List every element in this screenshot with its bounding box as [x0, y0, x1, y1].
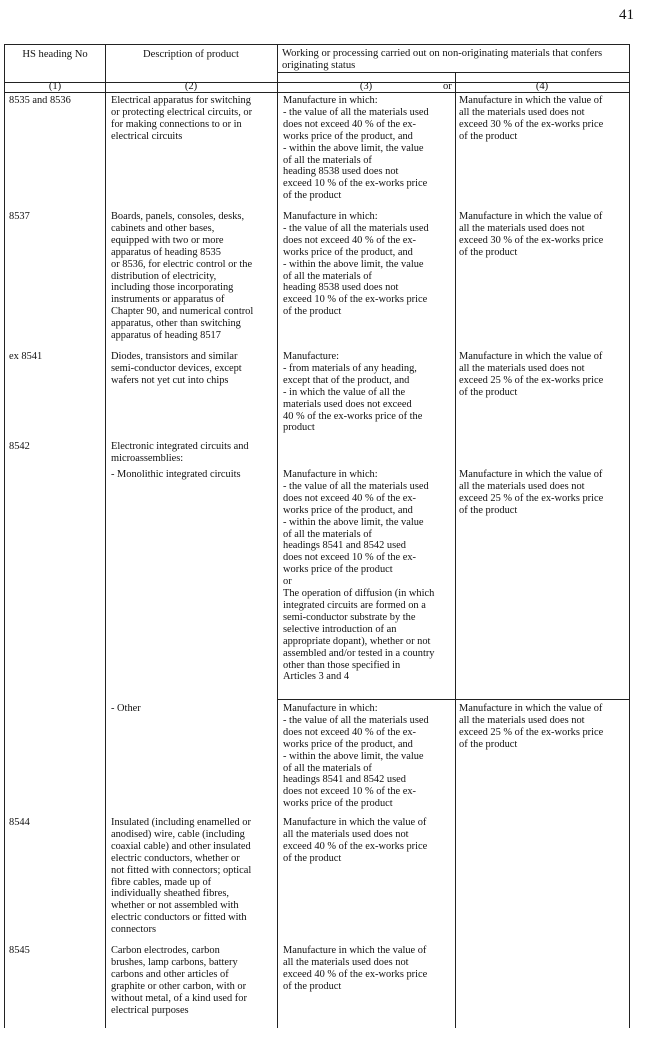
header-num-3: (3): [359, 81, 373, 92]
header-divider: [5, 92, 629, 93]
hs-heading: 8542: [9, 441, 30, 452]
product-description: Insulated (including enamelled or anodised) wire, cable (including coaxial cable) and other insulated electric conductors, whether or not fitted with connectors; optical fibre cables, made up of individually sheathed fibres, whether or not assembled with electric conductors or fitted with connectors: [111, 817, 252, 936]
rule-column-3: Manufacture in which: - the value of all the materials used does not exceed 40 % of the ex- works price of the product, and - within the above limit, the value of all the materials of heading 8538 used does not exceed 10 % of the ex-works price of the product: [283, 95, 429, 202]
header-hs-heading: HS heading No: [22, 49, 88, 60]
hs-heading: ex 8541: [9, 351, 43, 362]
product-description: Electrical apparatus for switching or protecting electrical circuits, or for making connections to or in electrical circuits: [111, 95, 253, 142]
rule-column-3: Manufacture in which: - the value of all the materials used does not exceed 40 % of the ex- works price of the product, and - within the above limit, the value of all the materials of heading 8538 used does not exceed 10 % of the ex-works price of the product: [283, 211, 429, 318]
rule-column-4: Manufacture in which the value of all the materials used does not exceed 30 % of the ex-works price of the product: [459, 211, 604, 258]
page-number: 41: [619, 7, 634, 23]
rules-table: [4, 44, 630, 1028]
rule-column-4: Manufacture in which the value of all the materials used does not exceed 25 % of the ex-works price of the product: [459, 703, 604, 750]
rule-column-4: Manufacture in which the value of all the materials used does not exceed 25 % of the ex-works price of the product: [459, 351, 604, 398]
header-num-4: (4): [535, 81, 549, 92]
hs-heading: 8544: [9, 817, 30, 828]
product-description: Electronic integrated circuits and microassemblies:: [111, 441, 249, 464]
column-divider: [455, 72, 456, 1028]
column-divider: [105, 45, 106, 1028]
hs-heading: 8545: [9, 945, 30, 956]
header-num-2: (2): [184, 81, 198, 92]
header-divider: [277, 72, 629, 73]
rule-column-4: Manufacture in which the value of all the materials used does not exceed 25 % of the ex-works price of the product: [459, 469, 604, 516]
rule-column-3: Manufacture in which the value of all the materials used does not exceed 40 % of the ex-works price of the product: [283, 817, 428, 864]
rule-column-4: Manufacture in which the value of all the materials used does not exceed 30 % of the ex-works price of the product: [459, 95, 604, 142]
header-description: Description of product: [143, 49, 239, 60]
header-working-processing: Working or processing carried out on non-originating materials that confers originating status: [282, 48, 603, 71]
rule-column-3: Manufacture in which: - the value of all the materials used does not exceed 40 % of the ex- works price of the product, and - within the above limit, the value of all the materials of headings 8541 and 8542 used does not exceed 10 % of the ex- works price of the product or The operation of diffusion (in which integrated circuits are formed on a semi-conductor substrate by the selective introduction of an appropriate dopant), whether or not assembled and/or tested in a country other than those specified in Articles 3 and 4: [283, 469, 435, 683]
header-or: or: [443, 81, 452, 92]
column-divider: [277, 45, 278, 1028]
product-description: Diodes, transistors and similar semi-conductor devices, except wafers not yet cut into chips: [111, 351, 242, 386]
rule-column-3: Manufacture in which the value of all the materials used does not exceed 40 % of the ex-works price of the product: [283, 945, 428, 992]
rule-column-3: Manufacture: - from materials of any heading, except that of the product, and - in which the value of all the materials used does not exceed 40 % of the ex-works price of the product: [283, 351, 423, 434]
hs-heading: 8535 and 8536: [9, 95, 71, 106]
hs-heading: 8537: [9, 211, 30, 222]
product-description: - Monolithic integrated circuits: [111, 469, 241, 480]
product-description: Boards, panels, consoles, desks, cabinets and other bases, equipped with two or more apparatus of heading 8535 or 8536, for electric control or the distribution of electricity, including those incorporating instruments or apparatus of Chapter 90, and numerical control apparatus, other than switching apparatus of heading 8517: [111, 211, 254, 342]
header-num-1: (1): [48, 81, 62, 92]
product-description: - Other: [111, 703, 141, 714]
rule-column-3: Manufacture in which: - the value of all the materials used does not exceed 40 % of the ex- works price of the product, and - within the above limit, the value of all the materials of headings 8541 and 8542 used does not exceed 10 % of the ex- works price of the product: [283, 703, 429, 810]
row-divider: [277, 699, 629, 700]
product-description: Carbon electrodes, carbon brushes, lamp carbons, battery carbons and other articles of graphite or other carbon, with or without metal, of a kind used for electrical purposes: [111, 945, 247, 1016]
